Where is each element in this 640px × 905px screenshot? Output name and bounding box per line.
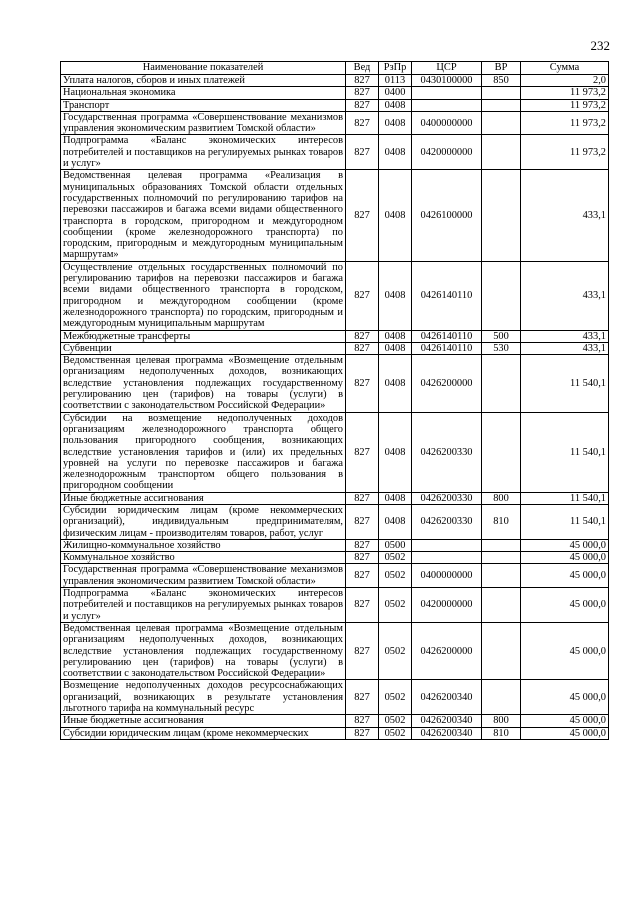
table-row bbox=[61, 680, 609, 715]
cell-csr: 0426200340 bbox=[412, 680, 482, 715]
cell-csr: 0420000000 bbox=[412, 135, 482, 170]
cell-vr: 530 bbox=[482, 342, 521, 354]
cell-vr bbox=[482, 99, 521, 111]
cell-rzpr: 0408 bbox=[379, 412, 412, 492]
cell-rzpr: 0408 bbox=[379, 111, 412, 135]
cell-vr bbox=[482, 261, 521, 330]
cell-csr: 0426200000 bbox=[412, 355, 482, 412]
cell-rzpr: 0408 bbox=[379, 135, 412, 170]
cell-ved: 827 bbox=[346, 355, 379, 412]
cell-ved: 827 bbox=[346, 715, 379, 727]
cell-rzpr: 0502 bbox=[379, 588, 412, 623]
cell-ved: 827 bbox=[346, 75, 379, 87]
cell-ved: 827 bbox=[346, 504, 379, 539]
cell-sum: 433,1 bbox=[521, 330, 609, 342]
cell-csr: 0426200340 bbox=[412, 727, 482, 739]
cell-sum: 2,0 bbox=[521, 75, 609, 87]
cell-rzpr: 0408 bbox=[379, 342, 412, 354]
cell-ved: 827 bbox=[346, 539, 379, 551]
cell-vr: 800 bbox=[482, 492, 521, 504]
cell-vr: 810 bbox=[482, 727, 521, 739]
cell-ved: 827 bbox=[346, 588, 379, 623]
cell-sum: 11 973,2 bbox=[521, 111, 609, 135]
cell-name: Ведомственная целевая программа «Возмещение отдельным организациям недополученных доходов, возникающих вследствие установления подлежащих государственному регулированию цен (тарифов) на товары (услуги) в соответствии с законодательством Российской Федерации» bbox=[61, 622, 346, 679]
header-vr: ВР bbox=[482, 62, 521, 75]
cell-rzpr: 0408 bbox=[379, 355, 412, 412]
cell-csr: 0400000000 bbox=[412, 111, 482, 135]
cell-name: Межбюджетные трансферты bbox=[61, 330, 346, 342]
cell-csr bbox=[412, 99, 482, 111]
cell-rzpr: 0502 bbox=[379, 727, 412, 739]
cell-name: Транспорт bbox=[61, 99, 346, 111]
cell-name: Государственная программа «Совершенствование механизмов управления экономическим развитием Томской области» bbox=[61, 564, 346, 588]
header-sum: Сумма bbox=[521, 62, 609, 75]
cell-vr: 800 bbox=[482, 715, 521, 727]
table-row bbox=[61, 111, 609, 135]
cell-rzpr: 0400 bbox=[379, 87, 412, 99]
cell-vr bbox=[482, 680, 521, 715]
cell-name: Иные бюджетные ассигнования bbox=[61, 492, 346, 504]
cell-ved: 827 bbox=[346, 99, 379, 111]
cell-rzpr: 0408 bbox=[379, 99, 412, 111]
cell-rzpr: 0502 bbox=[379, 715, 412, 727]
cell-ved: 827 bbox=[346, 552, 379, 564]
cell-name: Ведомственная целевая программа «Возмещение отдельным организациям недополученных доходов, возникающих вследствие установления подлежащих государственному регулированию цен (тарифов) на товары (услуги) в соответствии с законодательством Российской Федерации» bbox=[61, 355, 346, 412]
table-row bbox=[61, 87, 609, 99]
cell-csr bbox=[412, 87, 482, 99]
table-row bbox=[61, 552, 609, 564]
cell-ved: 827 bbox=[346, 135, 379, 170]
table-row bbox=[61, 355, 609, 412]
cell-csr: 0426140110 bbox=[412, 261, 482, 330]
cell-vr bbox=[482, 355, 521, 412]
cell-rzpr: 0408 bbox=[379, 170, 412, 261]
cell-sum: 11 973,2 bbox=[521, 87, 609, 99]
cell-csr: 0426200340 bbox=[412, 715, 482, 727]
table-row bbox=[61, 715, 609, 727]
table-row bbox=[61, 170, 609, 261]
cell-sum: 11 540,1 bbox=[521, 412, 609, 492]
cell-name: Возмещение недополученных доходов ресурсоснабжающих организаций, возникающих в результате установления льготного тарифа на коммунальный ресурс bbox=[61, 680, 346, 715]
cell-ved: 827 bbox=[346, 170, 379, 261]
cell-csr: 0400000000 bbox=[412, 564, 482, 588]
cell-vr bbox=[482, 622, 521, 679]
cell-sum: 45 000,0 bbox=[521, 622, 609, 679]
cell-csr: 0420000000 bbox=[412, 588, 482, 623]
cell-rzpr: 0502 bbox=[379, 564, 412, 588]
cell-name: Национальная экономика bbox=[61, 87, 346, 99]
cell-ved: 827 bbox=[346, 87, 379, 99]
cell-ved: 827 bbox=[346, 492, 379, 504]
cell-ved: 827 bbox=[346, 330, 379, 342]
cell-name: Осуществление отдельных государственных полномочий по регулированию тарифов на перевозки пассажиров и багажа всеми видами общественного транспорта в городском, пригородном и междугородном сообщении (кроме железнодорожного транспорта) по городским, пригородным и междугородным муниципальным маршрутам bbox=[61, 261, 346, 330]
cell-csr: 0426200000 bbox=[412, 622, 482, 679]
cell-csr bbox=[412, 552, 482, 564]
table-body bbox=[61, 75, 609, 740]
cell-csr: 0426200330 bbox=[412, 492, 482, 504]
cell-csr: 0426140110 bbox=[412, 342, 482, 354]
header-row bbox=[61, 62, 609, 75]
cell-rzpr: 0408 bbox=[379, 492, 412, 504]
cell-name: Подпрограмма «Баланс экономических интересов потребителей и поставщиков на регулируемых рынках товаров и услуг» bbox=[61, 135, 346, 170]
cell-csr: 0430100000 bbox=[412, 75, 482, 87]
page-number: 232 bbox=[590, 38, 610, 53]
cell-name: Подпрограмма «Баланс экономических интересов потребителей и поставщиков на регулируемых рынках товаров и услуг» bbox=[61, 588, 346, 623]
cell-sum: 45 000,0 bbox=[521, 539, 609, 551]
table-row bbox=[61, 99, 609, 111]
cell-rzpr: 0502 bbox=[379, 680, 412, 715]
cell-ved: 827 bbox=[346, 622, 379, 679]
budget-table bbox=[60, 61, 609, 740]
cell-sum: 433,1 bbox=[521, 261, 609, 330]
cell-vr bbox=[482, 412, 521, 492]
cell-sum: 45 000,0 bbox=[521, 552, 609, 564]
cell-vr bbox=[482, 170, 521, 261]
cell-name: Жилищно-коммунальное хозяйство bbox=[61, 539, 346, 551]
cell-rzpr: 0408 bbox=[379, 261, 412, 330]
cell-sum: 11 540,1 bbox=[521, 492, 609, 504]
cell-sum: 45 000,0 bbox=[521, 588, 609, 623]
header-ved: Вед bbox=[346, 62, 379, 75]
table-row bbox=[61, 564, 609, 588]
cell-vr: 810 bbox=[482, 504, 521, 539]
cell-name: Субвенции bbox=[61, 342, 346, 354]
cell-ved: 827 bbox=[346, 261, 379, 330]
cell-sum: 45 000,0 bbox=[521, 680, 609, 715]
table-row bbox=[61, 504, 609, 539]
cell-vr: 500 bbox=[482, 330, 521, 342]
cell-name: Субсидии юридическим лицам (кроме некоммерческих организаций), индивидуальным предпринимателям, физическим лицам - производителям товаров, работ, услуг bbox=[61, 504, 346, 539]
table-row bbox=[61, 727, 609, 739]
cell-name: Ведомственная целевая программа «Реализация в муниципальных образованиях Томской области отдельных государственных полномочий по регулированию тарифов на перевозки пассажиров и багажа всеми видами общественного транспорта в городском, пригородном и междугородном сообщении (кроме железнодорожного транспорта) по городским, пригородным и междугородным муниципальным маршрутам» bbox=[61, 170, 346, 261]
cell-vr bbox=[482, 564, 521, 588]
cell-rzpr: 0502 bbox=[379, 622, 412, 679]
table-row bbox=[61, 261, 609, 330]
cell-rzpr: 0502 bbox=[379, 552, 412, 564]
cell-sum: 11 973,2 bbox=[521, 135, 609, 170]
cell-ved: 827 bbox=[346, 111, 379, 135]
cell-name: Иные бюджетные ассигнования bbox=[61, 715, 346, 727]
table-row bbox=[61, 492, 609, 504]
cell-csr bbox=[412, 539, 482, 551]
cell-name: Субсидии на возмещение недополученных доходов организациям железнодорожного транспорта общего пользования пригородного сообщения, возникающих вследствие установления тарифов и (или) их предельных уровней на услуги по перевозке пассажиров и багажа железнодорожным транспортом общего пользования в пригородном сообщении bbox=[61, 412, 346, 492]
cell-vr bbox=[482, 87, 521, 99]
cell-sum: 433,1 bbox=[521, 170, 609, 261]
cell-sum: 45 000,0 bbox=[521, 564, 609, 588]
cell-ved: 827 bbox=[346, 412, 379, 492]
cell-name: Субсидии юридическим лицам (кроме некоммерческих bbox=[61, 727, 346, 739]
cell-sum: 11 540,1 bbox=[521, 504, 609, 539]
table-row bbox=[61, 539, 609, 551]
cell-vr bbox=[482, 588, 521, 623]
table-row bbox=[61, 135, 609, 170]
cell-sum: 11 540,1 bbox=[521, 355, 609, 412]
cell-vr bbox=[482, 135, 521, 170]
table-row bbox=[61, 75, 609, 87]
cell-ved: 827 bbox=[346, 342, 379, 354]
cell-name: Уплата налогов, сборов и иных платежей bbox=[61, 75, 346, 87]
cell-ved: 827 bbox=[346, 727, 379, 739]
cell-csr: 0426200330 bbox=[412, 504, 482, 539]
cell-name: Государственная программа «Совершенствование механизмов управления экономическим развитием Томской области» bbox=[61, 111, 346, 135]
cell-ved: 827 bbox=[346, 680, 379, 715]
cell-vr bbox=[482, 111, 521, 135]
table-row bbox=[61, 412, 609, 492]
header-name: Наименование показателей bbox=[61, 62, 346, 75]
table-row bbox=[61, 588, 609, 623]
cell-sum: 11 973,2 bbox=[521, 99, 609, 111]
cell-rzpr: 0408 bbox=[379, 504, 412, 539]
cell-rzpr: 0113 bbox=[379, 75, 412, 87]
cell-vr bbox=[482, 539, 521, 551]
cell-name: Коммунальное хозяйство bbox=[61, 552, 346, 564]
cell-ved: 827 bbox=[346, 564, 379, 588]
table-row bbox=[61, 622, 609, 679]
cell-rzpr: 0500 bbox=[379, 539, 412, 551]
cell-vr bbox=[482, 552, 521, 564]
header-rzpr: РзПр bbox=[379, 62, 412, 75]
cell-rzpr: 0408 bbox=[379, 330, 412, 342]
table-row bbox=[61, 330, 609, 342]
cell-sum: 433,1 bbox=[521, 342, 609, 354]
table-row bbox=[61, 342, 609, 354]
cell-sum: 45 000,0 bbox=[521, 727, 609, 739]
header-csr: ЦСР bbox=[412, 62, 482, 75]
cell-vr: 850 bbox=[482, 75, 521, 87]
cell-sum: 45 000,0 bbox=[521, 715, 609, 727]
table-header bbox=[61, 62, 609, 75]
cell-csr: 0426100000 bbox=[412, 170, 482, 261]
cell-csr: 0426200330 bbox=[412, 412, 482, 492]
cell-csr: 0426140110 bbox=[412, 330, 482, 342]
